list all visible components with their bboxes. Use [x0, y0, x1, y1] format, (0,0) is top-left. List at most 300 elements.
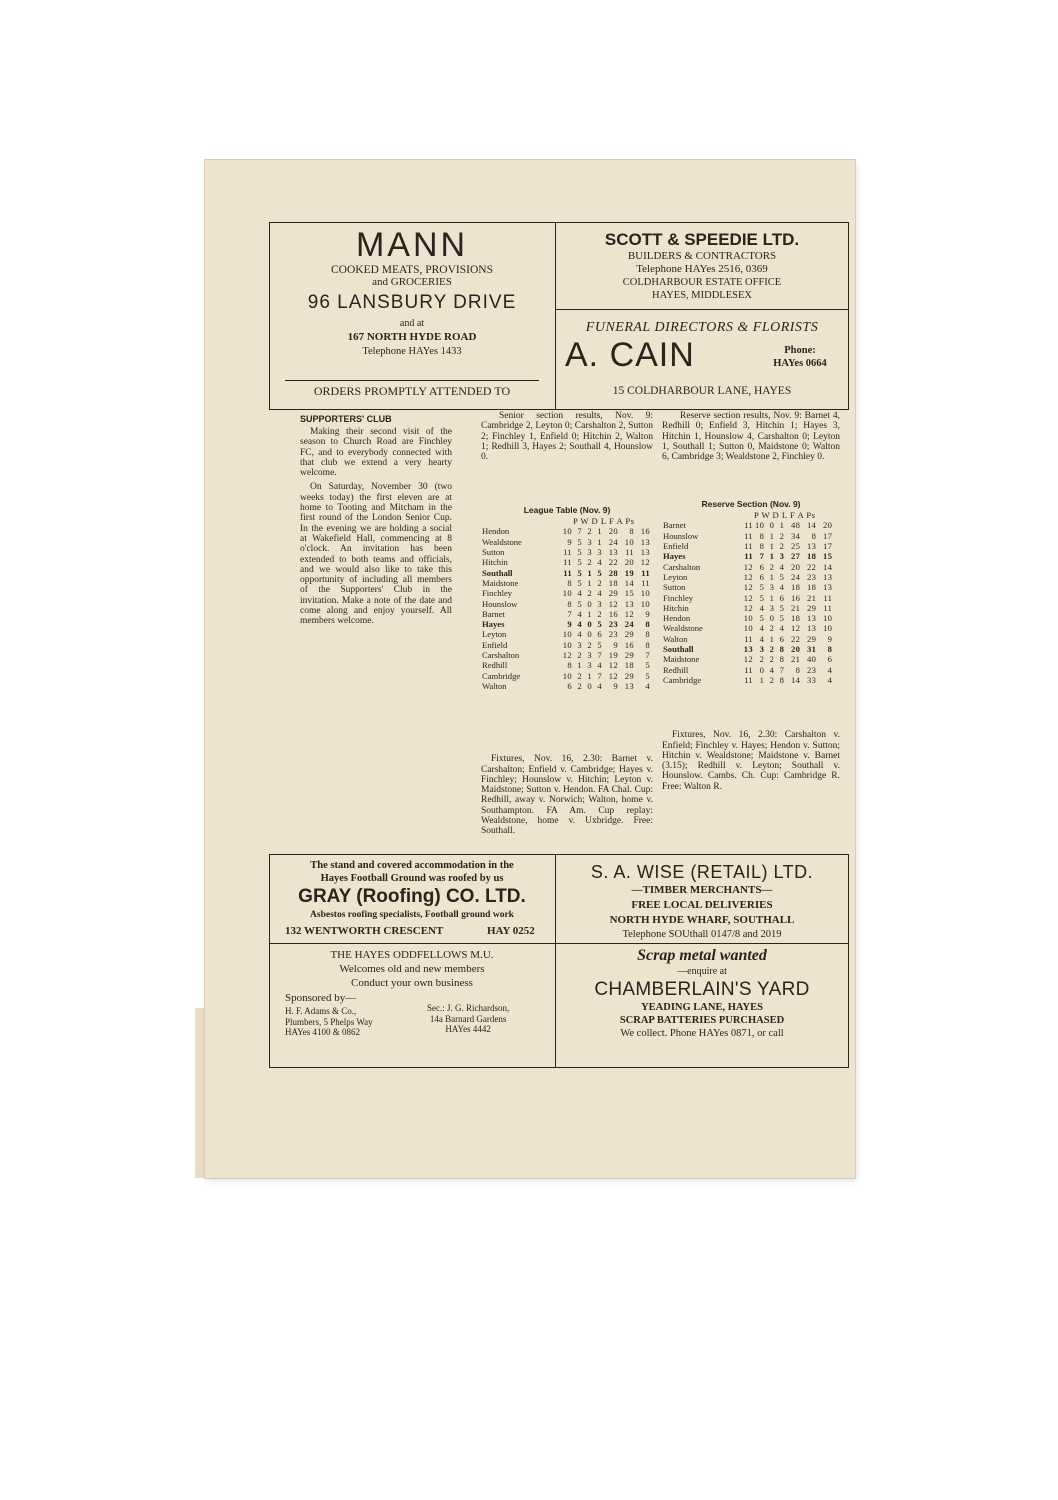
senior-cell-against: 18 — [624, 660, 634, 671]
reserve-cell-against: 40 — [807, 654, 817, 665]
senior-cell-played: 10 — [562, 670, 572, 681]
reserve-table-row — [662, 541, 833, 551]
reserve-table-row — [662, 582, 833, 592]
senior-cell-won: 3 — [577, 639, 582, 650]
senior-cell-for: 23 — [608, 629, 618, 640]
senior-cell-points: 7 — [645, 650, 650, 661]
senior-cell-against: 10 — [624, 536, 634, 547]
senior-cell-played: 10 — [562, 526, 572, 537]
reserve-cell-played: 12 — [743, 582, 753, 593]
senior-table-row — [481, 629, 651, 639]
cain-heading: FUNERAL DIRECTORS & FLORISTS — [585, 320, 819, 335]
reserve-cell-team: Carshalton — [663, 561, 701, 572]
senior-cell-won: 5 — [577, 536, 582, 547]
senior-cell-drawn: 1 — [587, 577, 592, 588]
reserve-cell-team: Hayes — [663, 551, 686, 562]
senior-cell-against: 29 — [624, 629, 634, 640]
senior-cell-lost: 4 — [597, 680, 602, 691]
reserve-cell-team: Wealdstone — [663, 623, 703, 634]
reserve-cell-lost: 8 — [779, 674, 785, 685]
senior-table-row — [481, 537, 651, 547]
reserve-table-row — [662, 665, 833, 675]
senior-cell-lost: 6 — [597, 629, 602, 640]
reserve-cell-drawn: 2 — [769, 623, 775, 634]
reserve-cell-against: 31 — [807, 644, 817, 655]
supporters-title: SUPPORTERS' CLUB — [300, 414, 392, 424]
senior-cell-team: Southall — [482, 567, 513, 578]
reserve-cell-drawn: 2 — [769, 561, 775, 572]
reserve-cell-against: 23 — [807, 664, 817, 675]
senior-cell-against: 13 — [624, 680, 634, 691]
reserve-cell-points: 17 — [823, 530, 833, 541]
senior-cell-points: 10 — [640, 588, 650, 599]
senior-table-row — [481, 526, 651, 536]
wise-line1: —TIMBER MERCHANTS— — [631, 884, 773, 896]
senior-cell-lost: 2 — [597, 577, 602, 588]
senior-cell-points: 8 — [645, 629, 650, 640]
scott-line3: COLDHARBOUR ESTATE OFFICE — [622, 277, 782, 288]
reserve-cell-won: 8 — [759, 541, 765, 552]
senior-results: Senior section results, Nov. 9: Cambridge 2, Leyton 0; Carshalton 2, Sutton 2; Finchley 1, Enfield 0; Hitchin 2, Walton 1; Redhill 3, Hayes 2; Southall 4, Hounslow 0. — [481, 411, 653, 463]
chamberlain-line1: YEADING LANE, HAYES — [641, 1002, 763, 1013]
reserve-cell-against: 13 — [807, 613, 817, 624]
secretary-line1: Sec.: J. G. Richardson, — [427, 1003, 510, 1013]
reserve-cell-drawn: 1 — [769, 551, 775, 562]
reserve-cell-for: 20 — [791, 561, 801, 572]
senior-cell-played: 11 — [563, 557, 572, 568]
reserve-cell-drawn: 1 — [769, 633, 775, 644]
senior-cell-played: 10 — [562, 588, 572, 599]
senior-cell-played: 11 — [563, 547, 572, 558]
scrap-heading: Scrap metal wanted — [637, 947, 767, 964]
senior-league-table — [481, 526, 651, 691]
senior-cell-against: 8 — [629, 526, 634, 537]
senior-cell-drawn: 3 — [587, 536, 592, 547]
senior-cell-points: 11 — [641, 567, 650, 578]
senior-cell-won: 5 — [577, 547, 582, 558]
reserve-cell-for: 21 — [791, 602, 801, 613]
senior-cell-lost: 7 — [597, 650, 602, 661]
reserve-cell-played: 11 — [744, 633, 753, 644]
senior-table-row — [481, 681, 651, 691]
bottom-divider — [555, 854, 556, 1068]
senior-cell-played: 12 — [562, 650, 572, 661]
senior-cell-for: 20 — [608, 526, 618, 537]
senior-cell-points: 13 — [640, 547, 650, 558]
reserve-cell-team: Sutton — [663, 582, 686, 593]
reserve-cell-lost: 2 — [779, 541, 785, 552]
reserve-league-table — [662, 520, 833, 685]
senior-cell-played: 9 — [567, 619, 572, 630]
mann-orders-rule — [285, 380, 539, 381]
senior-cell-against: 11 — [625, 547, 634, 558]
senior-cell-against: 24 — [624, 619, 634, 630]
reserve-cell-drawn: 4 — [769, 664, 775, 675]
chamberlain-line3: We collect. Phone HAYes 0871, or call — [620, 1028, 784, 1039]
reserve-cell-won: 3 — [759, 644, 765, 655]
reserve-cell-for: 12 — [791, 623, 801, 634]
reserve-cell-won: 4 — [759, 633, 765, 644]
senior-cell-against: 13 — [624, 598, 634, 609]
reserve-cell-for: 21 — [791, 654, 801, 665]
mann-orders: ORDERS PROMPTLY ATTENDED TO — [313, 384, 511, 398]
reserve-cell-lost: 8 — [779, 654, 785, 665]
senior-cell-played: 10 — [562, 629, 572, 640]
mann-address2: 167 NORTH HYDE ROAD — [347, 331, 477, 343]
senior-table-row — [481, 557, 651, 567]
senior-cell-against: 20 — [624, 557, 634, 568]
senior-cell-lost: 5 — [597, 619, 602, 630]
oddfellows-name: THE HAYES ODDFELLOWS M.U. — [330, 949, 494, 961]
senior-column — [481, 411, 653, 837]
reserve-cell-played: 12 — [743, 561, 753, 572]
reserve-cell-lost: 4 — [779, 623, 785, 634]
senior-cell-drawn: 2 — [587, 526, 592, 537]
senior-cell-lost: 2 — [597, 608, 602, 619]
scott-cain-divider — [556, 309, 848, 310]
reserve-cell-drawn: 2 — [769, 644, 775, 655]
reserve-cell-won: 1 — [759, 674, 765, 685]
reserve-cell-drawn: 3 — [769, 602, 775, 613]
gray-line1: The stand and covered accommodation in the — [310, 860, 514, 871]
reserve-table-title: Reserve Section (Nov. 9) — [701, 499, 801, 510]
reserve-fixtures: Fixtures, Nov. 16, 2.30: Carshalton v. Enfield; Finchley v. Hayes; Hendon v. Sutton; Hitchin v. Wealdstone; Maidstone v. Barnet (3.15); Redhill v. Leyton; Southall v. Hounslow. Cambs. Ch. Cup: Cambridge R. Free: Walton R. — [662, 730, 840, 792]
reserve-cell-points: 13 — [823, 582, 833, 593]
reserve-cell-won: 4 — [759, 602, 765, 613]
senior-cell-team: Carshalton — [482, 650, 520, 661]
senior-cell-for: 16 — [608, 608, 618, 619]
oddfellows-advert — [271, 948, 553, 990]
reserve-cell-against: 13 — [807, 623, 817, 634]
reserve-cell-against: 33 — [807, 674, 817, 685]
reserve-cell-team: Walton — [663, 633, 688, 644]
senior-cell-won: 1 — [577, 660, 582, 671]
reserve-table-row — [662, 520, 833, 530]
reserve-cell-against: 18 — [807, 551, 817, 562]
reserve-cell-lost: 5 — [779, 602, 785, 613]
programme-page — [205, 160, 855, 1178]
oddfellows-sponsor — [285, 1006, 373, 1038]
senior-cell-drawn: 2 — [587, 588, 592, 599]
senior-table-row — [481, 619, 651, 629]
senior-cell-won: 4 — [577, 588, 582, 599]
reserve-cell-team: Cambridge — [663, 674, 702, 685]
senior-cell-against: 19 — [624, 567, 634, 578]
senior-cell-for: 13 — [608, 547, 618, 558]
reserve-cell-won: 6 — [759, 571, 765, 582]
senior-table-row — [481, 588, 651, 598]
reserve-cell-won: 5 — [759, 592, 765, 603]
reserve-cell-team: Barnet — [663, 520, 686, 531]
reserve-cell-lost: 5 — [779, 571, 785, 582]
reserve-cell-lost: 3 — [779, 551, 785, 562]
senior-cell-played: 8 — [567, 577, 572, 588]
gray-line3: Asbestos roofing specialists, Football ground work — [310, 910, 514, 920]
senior-cell-lost: 1 — [597, 536, 602, 547]
reserve-cell-for: 18 — [791, 613, 801, 624]
reserve-cell-won: 5 — [759, 582, 765, 593]
reserve-cell-drawn: 2 — [769, 674, 775, 685]
senior-cell-drawn: 2 — [587, 557, 592, 568]
senior-cell-for: 29 — [608, 588, 618, 599]
reserve-cell-against: 13 — [807, 541, 817, 552]
senior-cell-for: 24 — [608, 536, 618, 547]
reserve-table-row — [662, 603, 833, 613]
senior-cell-won: 4 — [577, 629, 582, 640]
senior-cell-team: Barnet — [482, 608, 505, 619]
senior-cell-points: 11 — [641, 577, 650, 588]
reserve-cell-drawn: 0 — [769, 520, 775, 531]
mann-line1: COOKED MEATS, PROVISIONS — [331, 264, 493, 276]
senior-cell-for: 28 — [608, 567, 618, 578]
reserve-cell-against: 21 — [807, 592, 817, 603]
senior-cell-lost: 4 — [597, 557, 602, 568]
senior-cell-drawn: 0 — [587, 619, 592, 630]
senior-cell-team: Hayes — [482, 619, 505, 630]
reserve-cell-points: 8 — [827, 644, 833, 655]
reserve-cell-for: 22 — [791, 633, 801, 644]
senior-cell-played: 7 — [567, 608, 572, 619]
reserve-cell-lost: 8 — [779, 644, 785, 655]
senior-cell-points: 13 — [640, 536, 650, 547]
oddfellows-line1: Welcomes old and new members — [339, 963, 485, 975]
senior-cell-against: 14 — [624, 577, 634, 588]
reserve-cell-played: 12 — [743, 654, 753, 665]
senior-cell-lost: 3 — [597, 547, 602, 558]
senior-cell-against: 29 — [624, 670, 634, 681]
reserve-cell-points: 4 — [827, 664, 833, 675]
senior-cell-played: 8 — [567, 660, 572, 671]
senior-cell-drawn: 0 — [587, 598, 592, 609]
reserve-cell-for: 24 — [791, 571, 801, 582]
reserve-cell-against: 8 — [811, 530, 817, 541]
reserve-table-row — [662, 644, 833, 654]
reserve-table-row — [662, 572, 833, 582]
senior-table-row — [481, 660, 651, 670]
reserve-cell-won: 0 — [759, 664, 765, 675]
reserve-cell-team: Redhill — [663, 664, 689, 675]
senior-cell-drawn: 2 — [587, 639, 592, 650]
senior-cell-for: 9 — [613, 639, 618, 650]
senior-cell-played: 10 — [562, 639, 572, 650]
senior-cell-team: Hounslow — [482, 598, 518, 609]
wise-phone: Telephone SOUthall 0147/8 and 2019 — [622, 929, 782, 940]
senior-cell-against: 15 — [624, 588, 634, 599]
senior-cell-lost: 4 — [597, 660, 602, 671]
reserve-cell-points: 15 — [823, 551, 833, 562]
reserve-cell-lost: 4 — [779, 582, 785, 593]
senior-cell-drawn: 3 — [587, 547, 592, 558]
reserve-cell-points: 17 — [823, 541, 833, 552]
reserve-cell-played: 10 — [743, 613, 753, 624]
reserve-cell-team: Hitchin — [663, 602, 689, 613]
reserve-table-header: P W D L F A Ps — [754, 510, 816, 521]
reserve-cell-points: 11 — [823, 592, 833, 603]
senior-cell-against: 12 — [624, 608, 634, 619]
senior-table-row — [481, 671, 651, 681]
reserve-cell-points: 14 — [823, 561, 833, 572]
reserve-table-row — [662, 551, 833, 561]
gray-phone: HAY 0252 — [487, 925, 535, 937]
senior-table-row — [481, 640, 651, 650]
reserve-table-row — [662, 593, 833, 603]
reserve-cell-team: Enfield — [663, 541, 689, 552]
senior-cell-points: 9 — [645, 608, 650, 619]
reserve-cell-played: 12 — [743, 571, 753, 582]
senior-cell-drawn: 0 — [587, 629, 592, 640]
reserve-cell-won: 2 — [759, 654, 765, 665]
reserve-cell-won: 6 — [759, 561, 765, 572]
senior-cell-team: Cambridge — [482, 670, 521, 681]
senior-cell-for: 9 — [613, 680, 618, 691]
reserve-cell-points: 20 — [823, 520, 833, 531]
reserve-table-row — [662, 675, 833, 685]
reserve-table-row — [662, 634, 833, 644]
senior-cell-team: Finchley — [482, 588, 513, 599]
reserve-cell-against: 23 — [807, 571, 817, 582]
reserve-cell-won: 10 — [755, 520, 765, 531]
cain-address: 15 COLDHARBOUR LANE, HAYES — [612, 385, 792, 397]
reserve-cell-points: 4 — [827, 674, 833, 685]
mann-name: MANN — [355, 226, 469, 264]
reserve-cell-against: 29 — [807, 633, 817, 644]
reserve-table-row — [662, 613, 833, 623]
reserve-table-row — [662, 562, 833, 572]
senior-table-title: League Table (Nov. 9) — [523, 505, 611, 516]
senior-cell-for: 18 — [608, 577, 618, 588]
gray-address: 132 WENTWORTH CRESCENT — [285, 925, 444, 937]
senior-cell-won: 7 — [577, 526, 582, 537]
reserve-cell-for: 8 — [795, 664, 801, 675]
reserve-cell-against: 14 — [807, 520, 817, 531]
senior-cell-won: 4 — [577, 608, 582, 619]
senior-table-row — [481, 599, 651, 609]
senior-cell-drawn: 1 — [587, 567, 592, 578]
senior-cell-points: 10 — [640, 598, 650, 609]
reserve-cell-lost: 7 — [779, 664, 785, 675]
senior-cell-for: 12 — [608, 670, 618, 681]
senior-cell-points: 8 — [645, 619, 650, 630]
reserve-cell-played: 10 — [743, 623, 753, 634]
senior-cell-drawn: 1 — [587, 670, 592, 681]
reserve-cell-lost: 2 — [779, 530, 785, 541]
supporters-club-column — [300, 413, 452, 627]
reserve-cell-lost: 1 — [779, 520, 785, 531]
reserve-cell-points: 9 — [827, 633, 833, 644]
mann-address: 96 LANSBURY DRIVE — [307, 292, 517, 313]
wise-advert — [557, 861, 847, 942]
senior-cell-won: 4 — [577, 619, 582, 630]
senior-cell-team: Hitchin — [482, 557, 508, 568]
mann-advert — [271, 226, 553, 359]
mann-phone: Telephone HAYes 1433 — [362, 346, 462, 357]
supporters-para-1: Making their second visit of the season to Church Road are Finchley FC, and to everybody connected with that club we extend a very hearty welcome. — [300, 427, 452, 479]
senior-cell-lost: 3 — [597, 598, 602, 609]
reserve-cell-played: 12 — [743, 592, 753, 603]
senior-cell-won: 5 — [577, 577, 582, 588]
senior-cell-won: 2 — [577, 680, 582, 691]
senior-cell-team: Leyton — [482, 629, 507, 640]
reserve-cell-won: 5 — [759, 613, 765, 624]
reserve-cell-lost: 6 — [779, 592, 785, 603]
reserve-cell-drawn: 1 — [769, 592, 775, 603]
senior-cell-for: 12 — [608, 598, 618, 609]
reserve-cell-lost: 5 — [779, 613, 785, 624]
reserve-cell-played: 11 — [744, 674, 753, 685]
senior-cell-drawn: 0 — [587, 680, 592, 691]
reserve-cell-drawn: 0 — [769, 613, 775, 624]
reserve-cell-played: 11 — [744, 664, 753, 675]
senior-cell-played: 11 — [563, 567, 572, 578]
senior-cell-won: 5 — [577, 598, 582, 609]
senior-cell-for: 23 — [608, 619, 618, 630]
chamberlain-line2: SCRAP BATTERIES PURCHASED — [619, 1015, 785, 1026]
senior-cell-team: Sutton — [482, 547, 505, 558]
reserve-cell-for: 18 — [791, 582, 801, 593]
reserve-cell-played: 11 — [744, 541, 753, 552]
senior-cell-team: Wealdstone — [482, 536, 522, 547]
senior-cell-won: 5 — [577, 557, 582, 568]
reserve-cell-drawn: 1 — [769, 530, 775, 541]
sponsor-line2: Plumbers, 5 Phelps Way — [285, 1016, 373, 1027]
senior-cell-lost: 1 — [597, 526, 602, 537]
senior-table-header: P W D L F A Ps — [573, 516, 635, 527]
senior-cell-team: Enfield — [482, 639, 508, 650]
mann-line2: and GROCERIES — [372, 276, 452, 288]
reserve-cell-drawn: 1 — [769, 571, 775, 582]
reserve-cell-against: 22 — [807, 561, 817, 572]
reserve-table-row — [662, 654, 833, 664]
reserve-cell-against: 18 — [807, 582, 817, 593]
senior-cell-against: 16 — [624, 639, 634, 650]
reserve-cell-for: 16 — [791, 592, 801, 603]
secretary-line2: 14a Barnard Gardens — [429, 1013, 507, 1024]
sponsor-line3: HAYes 4100 & 0862 — [285, 1027, 361, 1037]
senior-cell-played: 6 — [567, 680, 572, 691]
reserve-column — [662, 411, 840, 792]
bottom-mid-divider — [270, 943, 848, 944]
oddfellows-line2: Conduct your own business — [351, 977, 473, 989]
senior-cell-points: 4 — [645, 680, 650, 691]
senior-cell-for: 22 — [608, 557, 618, 568]
scott-line1: BUILDERS & CONTRACTORS — [627, 250, 777, 262]
reserve-cell-team: Hounslow — [663, 530, 699, 541]
reserve-cell-drawn: 1 — [769, 541, 775, 552]
reserve-cell-drawn: 3 — [769, 582, 775, 593]
chamberlain-advert — [557, 946, 847, 1041]
reserve-cell-team: Southall — [663, 644, 694, 655]
senior-cell-points: 8 — [645, 639, 650, 650]
wise-line2: FREE LOCAL DELIVERIES — [631, 899, 773, 911]
reserve-cell-won: 4 — [759, 623, 765, 634]
reserve-cell-won: 7 — [759, 551, 765, 562]
reserve-cell-against: 29 — [807, 602, 817, 613]
reserve-cell-team: Finchley — [663, 592, 694, 603]
senior-cell-for: 19 — [608, 650, 618, 661]
senior-cell-against: 29 — [624, 650, 634, 661]
reserve-cell-points: 6 — [827, 654, 833, 665]
senior-table-row — [481, 547, 651, 557]
scott-phone: Telephone HAYes 2516, 0369 — [636, 263, 768, 275]
reserve-table-row — [662, 623, 833, 633]
secretary-line3: HAYes 4442 — [445, 1024, 491, 1034]
senior-table-row — [481, 650, 651, 660]
senior-cell-won: 2 — [577, 670, 582, 681]
cain-phone-label: Phone: — [784, 345, 816, 356]
reserve-cell-for: 34 — [791, 530, 801, 541]
oddfellows-secretary — [427, 1003, 509, 1035]
cain-phone-block — [760, 344, 840, 370]
